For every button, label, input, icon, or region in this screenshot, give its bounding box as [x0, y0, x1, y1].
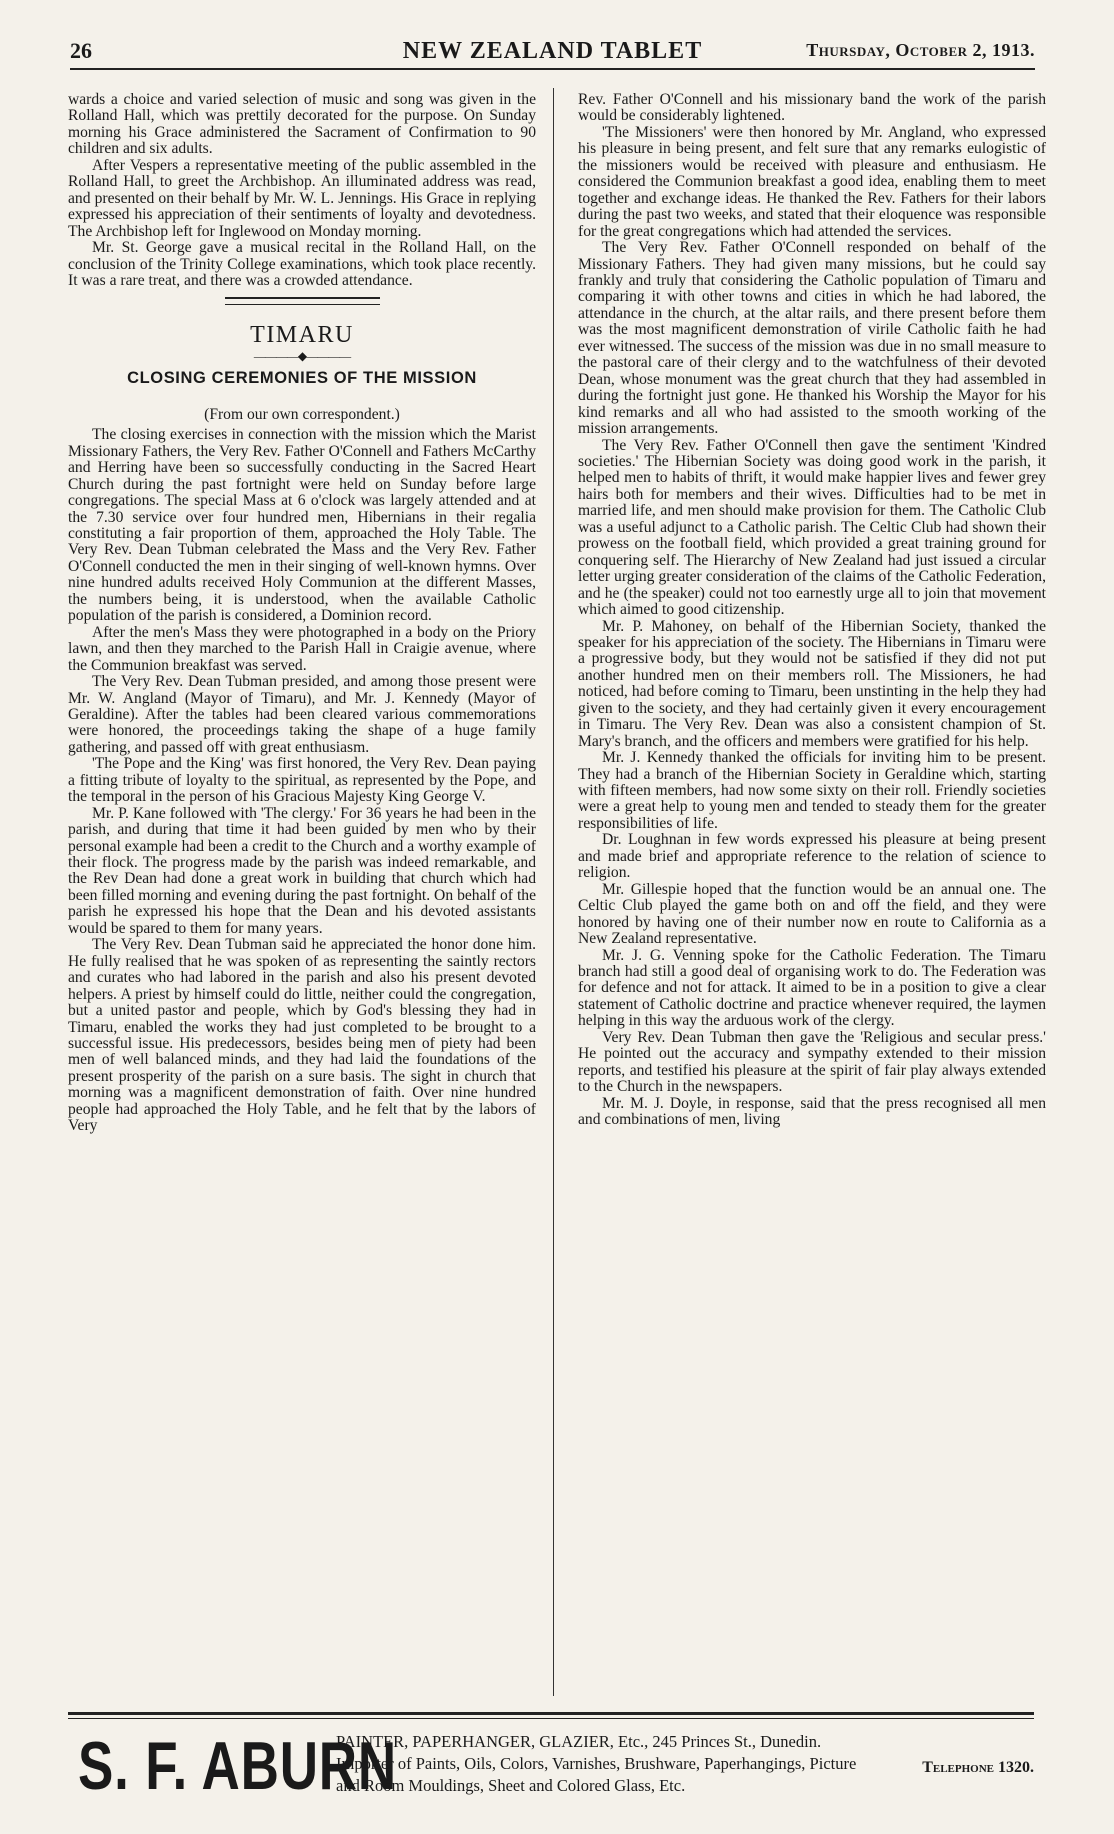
paragraph: wards a choice and varied selection of music and song was given in the Rolland Hall, which was prettily decorated for the purpose. On Sunday morning his Grace administered the Sacrament of Confirmation to 90 children and six adults. [68, 92, 536, 158]
advertisement [68, 1712, 1034, 1807]
paragraph: After the men's Mass they were photographed in a body on the Priory lawn, and then they marched to the Parish Hall in Craigie avenue, where the Communion breakfast was served. [68, 623, 536, 674]
ad-telephone: Telephone 1320. [922, 1759, 1034, 1776]
paragraph: Mr. P. Mahoney, on behalf of the Hibernian Society, thanked the speaker for his appreciation of the society. The Hibernians in Timaru were a progressive body, but they would not be satisfied if they did not put another hundred men on their members roll. The Missioners, he had noticed, had before coming to Timaru, been unstinting in the help they had given to the society, and they had certainly given it every encouragement in Timaru. The Very Rev. Dean was also a consistent champion of St. Mary's branch, and the officers and members were gratified for his help. [578, 617, 1046, 750]
paragraph: Mr. St. George gave a musical recital in the Rolland Hall, on the conclusion of the Trinity College examinations, which took place recently. It was a rare treat, and there was a crowded attendance. [68, 239, 536, 289]
ad-line-2: Importer of Paints, Oils, Colors, Varnishes, Brushware, Paperhangings, Picture [336, 1754, 857, 1773]
issue-date: Thursday, October 2, 1913. [806, 40, 1035, 60]
paragraph: Very Rev. Dean Tubman then gave the 'Religious and secular press.' He pointed out the accuracy and sympathy extended to their mission reports, and testified his pleasure at the spirit of fair play always extended to the Church in the newspapers. [578, 1028, 1046, 1096]
paragraph: Mr. J. Kennedy thanked the officials for inviting him to be present. They had a branch of the Hibernian Society in Geraldine which, starting with fifteen members, had now some sixty on their roll. Friendly societies were a great help to young men and tended to steady them for the greater responsibilities of life. [578, 749, 1046, 832]
ad-rule [68, 1718, 1034, 1719]
paragraph: Mr. Gillespie hoped that the function would be an annual one. The Celtic Club played the game both on and off the field, and they were honored by having one of their number now en route to California as a New Zealand representative. [578, 880, 1046, 948]
paragraph: The closing exercises in connection with the mission which the Marist Missionary Fathers, the Very Rev. Father O'Connell and Fathers McCarthy and Herring have been so successfully conducting in the Sacred Heart Church during the past fortnight were held on Sunday before large congregations. The special Mass at 6 o'clock was largely attended and at the 7.30 service over four hundred men, Hibernians in their regalia constituting a fair proportion of them, approached the Holy Table. The Very Rev. Dean Tubman celebrated the Mass and the Very Rev. Father O'Connell conducted the men in their singing of well-known hymns. Over nine hundred adults received Holy Communion at the different Masses, the numbers being, it is understood, when the available Catholic population of the parish is considered, a Dominion record. [68, 426, 536, 625]
paragraph: After Vespers a representative meeting of the public assembled in the Rolland Hall, to greet the Archbishop. An illuminated address was read, and presented on their behalf by Mr. W. L. Jennings. His Grace in replying expressed his appreciation of their sentiments of loyalty and devotedness. The Archbishop left for Inglewood on Monday morning. [68, 156, 536, 240]
paragraph: 'The Missioners' were then honored by Mr. Angland, who expressed his pleasure in being present, and felt sure that any remarks eulogistic of the missioners would be received with pleasure and enthusiasm. He considered the Communion breakfast a good idea, enabling them to meet together and exchange ideas. He thanked the Rev. Fathers for their labors during the past two weeks, and stated that their eloquence was responsible for the great congregations which had attended the services. [578, 123, 1046, 240]
section-title: TIMARU [250, 322, 354, 349]
paragraph: Mr. P. Kane followed with 'The clergy.' For 36 years he had been in the parish, and during that time it had been guided by men who by their personal example had been a credit to the Church and a worthy example of their flock. The progress made by the parish was indeed remarkable, and the Rev Dean had done a great work in building that church which had been filled morning and evening during the past fortnight. On behalf of the parish he expressed his hope that the Dean and his devoted assistants would be spared to them for many years. [68, 804, 536, 937]
ad-line-3: and Room Mouldings, Sheet and Colored Glass, Etc. [336, 1776, 686, 1795]
ad-brand: S. F. ABURN [78, 1728, 397, 1804]
paragraph: Mr. M. J. Doyle, in response, said that the press recognised all men and combinations of men, living [578, 1094, 1046, 1129]
section-subtitle: CLOSING CEREMONIES OF THE MISSION [127, 369, 477, 388]
page-number: 26 [70, 38, 92, 63]
paragraph: The Very Rev. Dean Tubman said he appreciated the honor done him. He fully realised that he was spoken of as representing the saintly rectors and curates who had labored in the parish and also his present devoted helpers. A priest by himself could do little, neither could the congregation, but a united pastor and people, which by God's blessing they had in Timaru, enabled the works they had just completed to be brought to a successful issue. His predecessors, besides being men of piety had been men of well balanced minds, and they had laid the foundations of the present prosperity of the parish on a sure basis. The sight in church that morning was a magnificent demonstration of faith. Over nine hundred people had approached the Holy Table, and he felt that by the labors of Very [68, 936, 536, 1135]
paragraph: Rev. Father O'Connell and his missionary band the work of the parish would be considerably lightened. [578, 92, 1046, 125]
correspondent-byline: (From our own correspondent.) [204, 405, 400, 423]
page-header [70, 38, 1035, 70]
paragraph: Dr. Loughnan in few words expressed his pleasure at being present and made brief and appropriate reference to the relation of science to religion. [578, 831, 1046, 882]
ad-line-1: PAINTER, PAPERHANGER, GLAZIER, Etc., 245 Princes St., Dunedin. [336, 1732, 822, 1751]
paragraph: The Very Rev. Father O'Connell then gave the sentiment 'Kindred societies.' The Hibernian Society was doing good work in the parish, it helped men to habits of thrift, it would make happier lives and fewer grey hairs both for members and their wives. Difficulties had to be met in married life, and men should make provision for them. The Catholic Club was a useful adjunct to a Catholic parish. The Celtic Club had shown their prowess on the football field, which provided a great training ground for conquering self. The Hierarchy of New Zealand had just issued a circular letter urging greater consideration of the claims of the Catholic Federation, and he (the speaker) could not too earnestly urge all to join that movement which aimed to good citizenship. [578, 436, 1046, 619]
publication-title: NEW ZEALAND TABLET [402, 38, 703, 64]
paragraph: The Very Rev. Dean Tubman presided, and among those present were Mr. W. Angland (Mayor of Timaru), and Mr. J. Kennedy (Mayor of Geraldine). After the tables had been cleared various commemorations were honored, the proceedings taking the shape of a huge family gathering, and passed off with great enthusiasm. [68, 673, 536, 756]
paragraph: 'The Pope and the King' was first honored, the Very Rev. Dean paying a fitting tribute of loyalty to the spiritual, as represented by the Pope, and the temporal in the person of his Gracious Majesty King George V. [68, 755, 536, 806]
right-column [578, 92, 1046, 1694]
column-divider [553, 88, 554, 1696]
section-divider [225, 297, 380, 305]
paragraph: The Very Rev. Father O'Connell responded on behalf of the Missionary Fathers. They had given many missions, but he could say frankly and truly that considering the Catholic population of Timaru and comparing it with other towns and cities in which he had labored, the attendance in the church, at the altar rails, and there present before them was the most magnificent demonstration of virile Catholic faith he had ever witnessed. The success of the mission was due in no small measure to the pastoral care of their clergy and to the watchfulness of their devoted Dean, whose monument was the great church that they had assembled in during the fortnight just gone. He thanked his Worship the Mayor for his kind remarks and all who had assisted to the smooth working of the mission arrangements. [578, 239, 1046, 438]
ornament-divider: ――――◆―――― [253, 348, 351, 363]
left-column [68, 92, 536, 1694]
paragraph: Mr. J. G. Venning spoke for the Catholic Federation. The Timaru branch had still a good deal of organising work to do. The Federation was for defence and not for attack. It aimed to be in a position to give a clear statement of Catholic doctrine and practice whenever required, the laymen helping in this way the arduous work of the clergy. [578, 946, 1046, 1030]
